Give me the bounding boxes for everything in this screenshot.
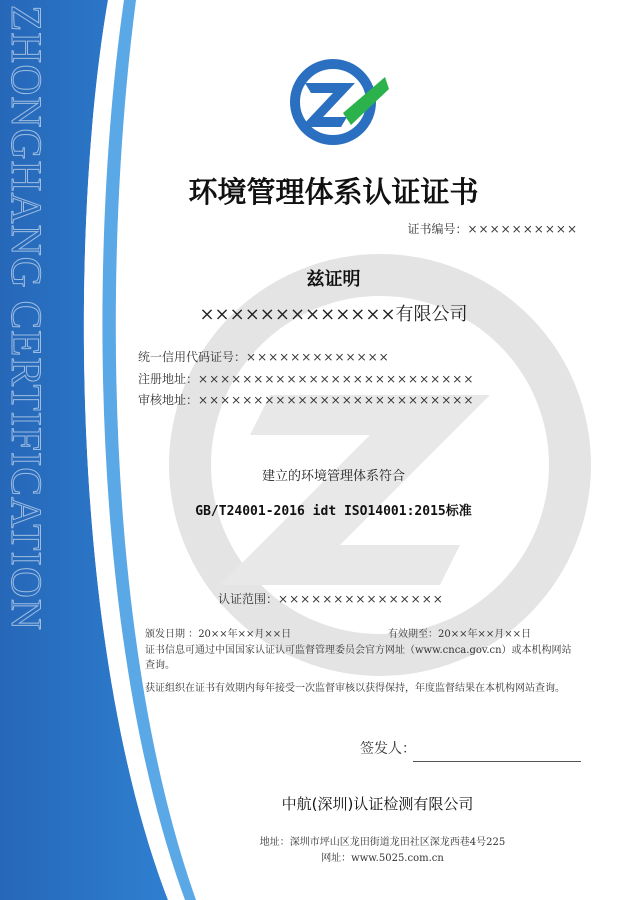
signer-label: 签发人： (360, 741, 416, 757)
valid-until-label: 有效期至： (388, 629, 438, 640)
issue-date-label: 颁发日期 ： (145, 629, 199, 640)
certification-scope (218, 590, 444, 607)
certificate-number (407, 220, 578, 237)
certificate-number-label: 证书编号： (407, 222, 468, 236)
field-label: 审核地址： (138, 393, 199, 407)
certificate-number-value: ×××××××××× (467, 222, 578, 236)
surveillance-note: 获证组织在证书有效期内每年接受一次监督审核以获得保持，年度监督结果在本机构网站查询。 (145, 683, 565, 694)
verification-note: 证书信息可通过中国国家认证认可监督管理委员会官方网址（www.cnca.gov.cn）或本机构网站查询。 (145, 645, 572, 671)
audit-address-field (138, 391, 474, 408)
conformity-line: 建立的环境管理体系符合 (261, 469, 405, 484)
field-value: ××××××××××××××××××××××××× (198, 372, 475, 386)
issue-date-value: 20××年××月××日 (198, 629, 292, 640)
field-label: 统一信用代码证号： (138, 350, 247, 364)
side-vertical-text: ZHONGHANG CERTIFICATION (2, 5, 49, 631)
issue-date (145, 625, 291, 640)
scope-label: 认证范围： (218, 592, 279, 606)
field-value: ××××××××××××××××××××××××× (198, 393, 475, 407)
company-logo-icon (285, 55, 390, 150)
issuer-website: 网址：www.5025.com.cn (321, 853, 444, 864)
valid-until (388, 625, 531, 640)
issuer-address: 地址：深圳市坪山区龙田街道龙田社区深龙西巷4号225 (259, 837, 506, 848)
credit-code-field (138, 348, 390, 365)
company-name: ×××××××××××××有限公司 (199, 304, 468, 325)
issuer-name: 中航(深圳)认证检测有限公司 (281, 795, 474, 813)
standard-line: GB/T24001-2016 idt ISO14001:2015标准 (195, 504, 472, 519)
valid-until-value: 20××年××月××日 (438, 629, 531, 640)
scope-value: ××××××××××××××× (278, 592, 444, 606)
proves-heading: 兹证明 (306, 269, 361, 290)
field-label: 注册地址： (138, 372, 199, 386)
registered-address-field (138, 370, 474, 387)
signature-line (413, 761, 581, 762)
certificate-title: 环境管理体系认证证书 (188, 175, 479, 209)
field-value: ××××××××××××× (246, 350, 390, 364)
